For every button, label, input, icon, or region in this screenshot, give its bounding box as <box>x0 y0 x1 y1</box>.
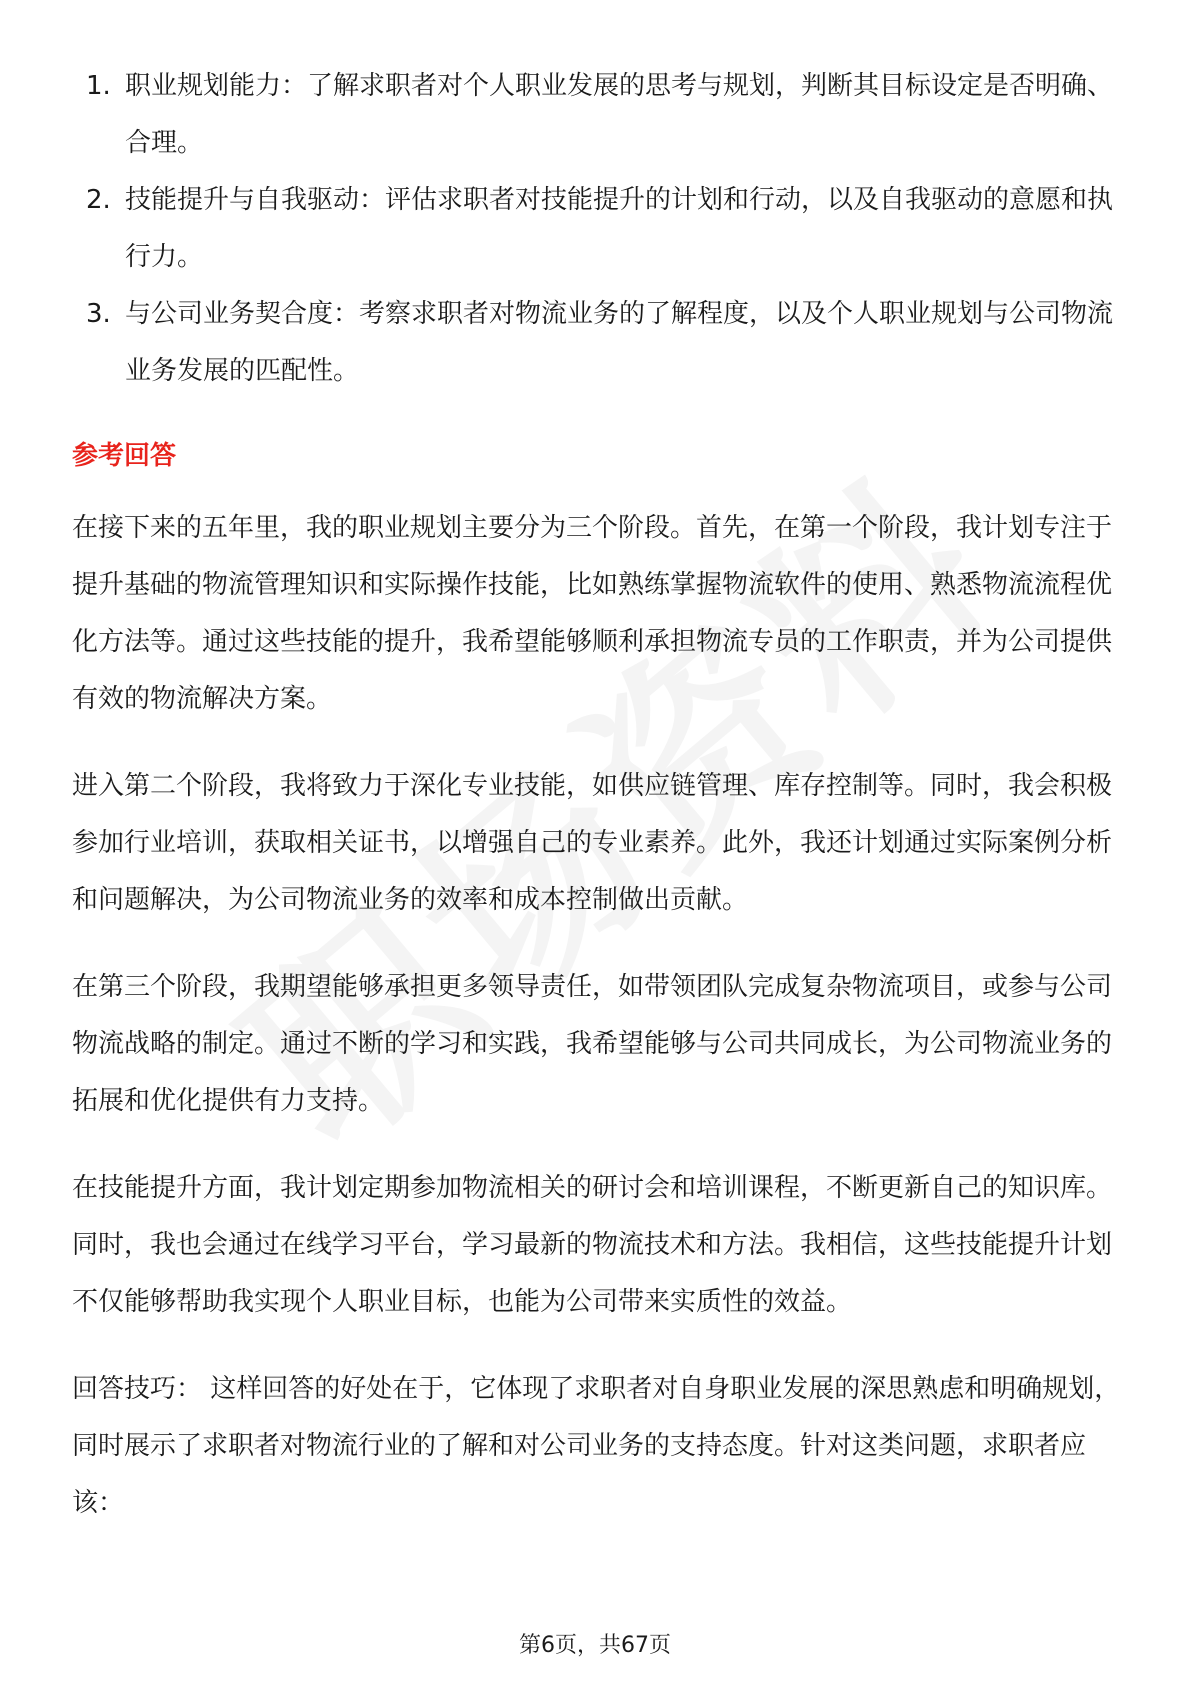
list-item <box>72 172 1122 286</box>
answer-paragraph: 在接下来的五年里，我的职业规划主要分为三个阶段。首先，在第一个阶段，我计划专注于提升基础的物流管理知识和实际操作技能，比如熟练掌握物流软件的使用、熟悉物流流程优化方法等。通过这些技能的提升，我希望能够顺利承担物流专员的工作职责，并为公司提供有效的物流解决方案。 <box>72 513 1113 714</box>
list-item-text: 职业规划能力：了解求职者对个人职业发展的思考与规划，判断其目标设定是否明确、合理。 <box>125 71 1114 158</box>
page-number: 第6页，共67页 <box>519 1633 671 1658</box>
list-item-text: 技能提升与自我驱动：评估求职者对技能提升的计划和行动，以及自我驱动的意愿和执行力。 <box>125 185 1114 272</box>
answer-paragraph: 在第三个阶段，我期望能够承担更多领导责任，如带领团队完成复杂物流项目，或参与公司物流战略的制定。通过不断的学习和实践，我希望能够与公司共同成长，为公司物流业务的拓展和优化提供有力支持。 <box>72 972 1113 1116</box>
list-item <box>72 286 1122 400</box>
section-title: 参考回答 <box>72 441 177 471</box>
list-item-number: 1. <box>86 71 111 101</box>
list-item-text: 与公司业务契合度：考察求职者对物流业务的了解程度，以及个人职业规划与公司物流业务发展的匹配性。 <box>125 299 1114 386</box>
answer-tips-paragraph: 回答技巧： 这样回答的好处在于，它体现了求职者对自身职业发展的深思熟虑和明确规划，同时展示了求职者对物流行业的了解和对公司业务的支持态度。针对这类问题，求职者应该： <box>72 1374 1121 1518</box>
list-item <box>72 58 1122 172</box>
answer-paragraph: 进入第二个阶段，我将致力于深化专业技能，如供应链管理、库存控制等。同时，我会积极参加行业培训，获取相关证书，以增强自己的专业素养。此外，我还计划通过实际案例分析和问题解决，为公司物流业务的效率和成本控制做出贡献。 <box>72 771 1113 915</box>
list-item-number: 3. <box>86 299 111 329</box>
answer-paragraph: 在技能提升方面，我计划定期参加物流相关的研讨会和培训课程，不断更新自己的知识库。同时，我也会通过在线学习平台，学习最新的物流技术和方法。我相信，这些技能提升计划不仅能够帮助我实现个人职业目标，也能为公司带来实质性的效益。 <box>72 1173 1113 1317</box>
page-content <box>72 58 1122 1562</box>
criteria-list <box>72 58 1122 400</box>
list-item-number: 2. <box>86 185 111 215</box>
